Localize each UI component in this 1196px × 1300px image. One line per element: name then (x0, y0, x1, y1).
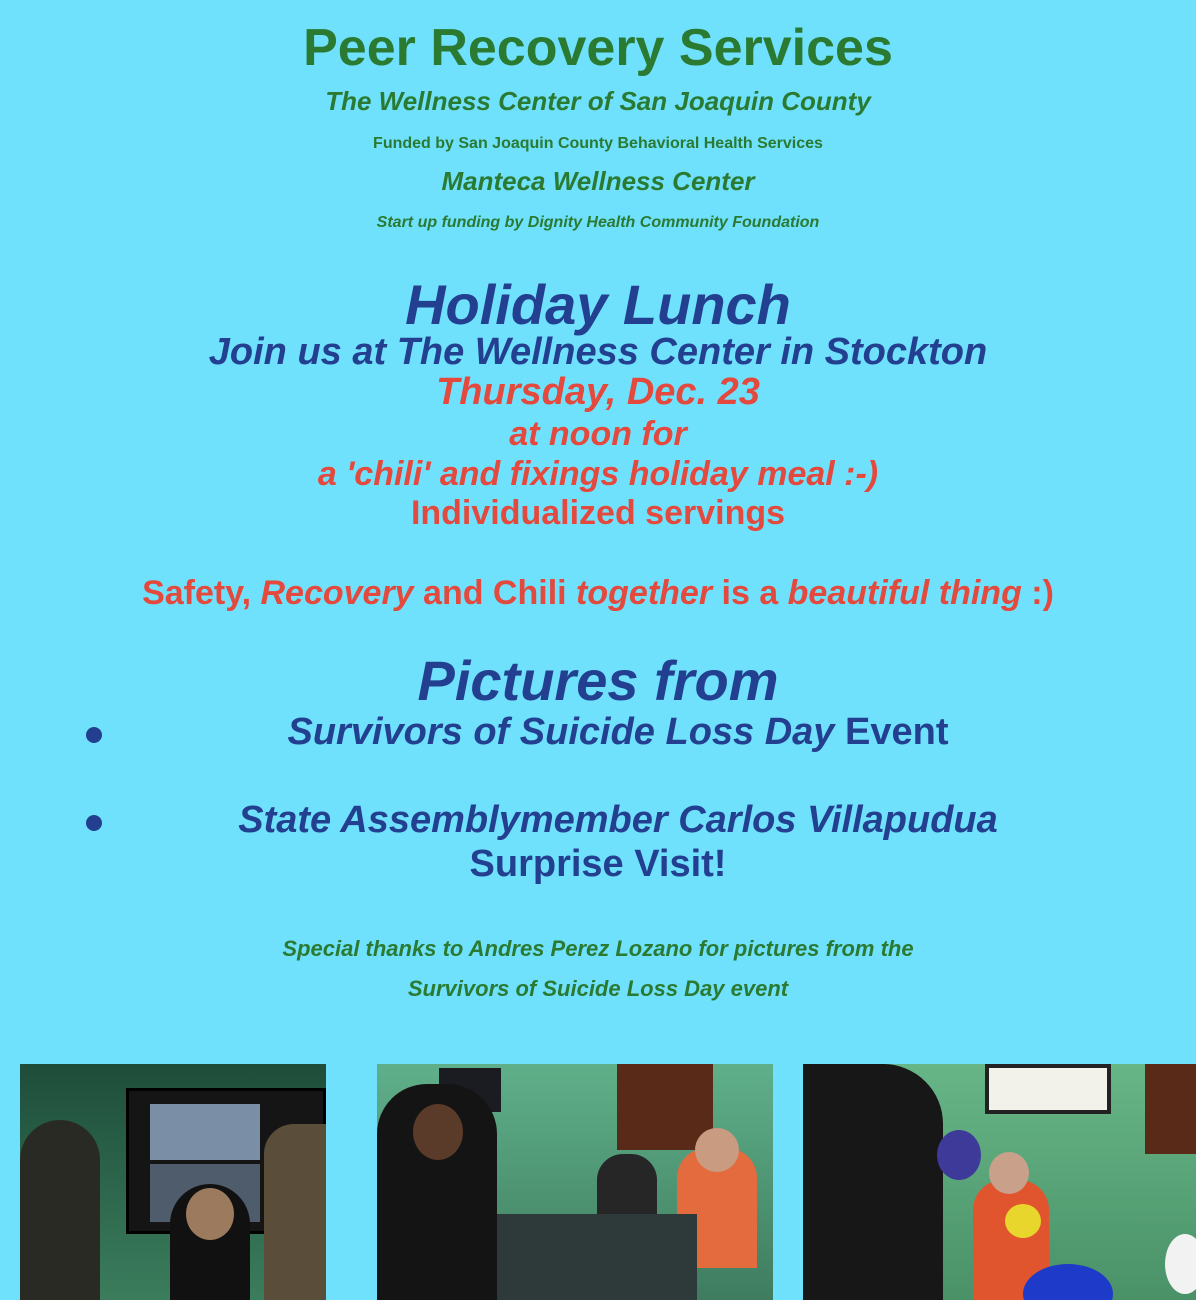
balloon-image (1005, 1204, 1041, 1238)
tagline-part: is a (712, 574, 788, 612)
event-meal: a 'chili' and fixings holiday meal :-) (317, 455, 879, 493)
event-location: Join us at The Wellness Center in Stockton (208, 331, 988, 373)
chairs-image (497, 1214, 697, 1300)
event-photo[interactable] (377, 1064, 773, 1300)
event-heading: Holiday Lunch (405, 273, 791, 336)
event-time: at noon for (509, 415, 687, 453)
person-image (803, 1064, 943, 1300)
tagline-part: together (576, 574, 713, 612)
page-subtitle: The Wellness Center of San Joaquin County (325, 86, 871, 116)
speaker-face-image (186, 1188, 234, 1240)
window-blinds-image (1145, 1064, 1196, 1154)
photo-credit: Survivors of Suicide Loss Day event (407, 976, 789, 1001)
manteca-heading: Manteca Wellness Center (441, 166, 755, 196)
person-silhouette-image (264, 1124, 326, 1300)
pictures-list-item: State Assemblymember Carlos Villapudua (238, 799, 998, 841)
video-call-tile-image (150, 1104, 260, 1160)
tagline-part: Safety, (142, 574, 261, 612)
list-item-text: Event (834, 711, 949, 753)
list-item-italic: Survivors of Suicide Loss Day (287, 711, 835, 753)
tagline-part: Recovery (260, 574, 414, 612)
balloon-image (937, 1130, 981, 1180)
event-photo[interactable] (20, 1064, 326, 1300)
pictures-list-item (40, 711, 1196, 754)
event-date: Thursday, Dec. 23 (436, 371, 760, 413)
event-servings: Individualized servings (410, 494, 786, 532)
pictures-list-item-continued: Surprise Visit! (469, 843, 727, 885)
person-face-image (989, 1152, 1029, 1194)
photo-credit: Special thanks to Andres Perez Lozano for pictures from the (282, 936, 914, 961)
startup-funding-note: Start up funding by Dignity Health Community Foundation (376, 214, 820, 231)
event-tagline (0, 574, 1196, 613)
tagline-part: :) (1021, 574, 1054, 612)
pictures-heading: Pictures from (417, 649, 779, 712)
tagline-part: and Chili (413, 574, 577, 612)
tagline-part: beautiful thing (787, 574, 1022, 612)
page-title: Peer Recovery Services (303, 19, 893, 77)
person-silhouette-image (20, 1120, 100, 1300)
wall-poster-image (985, 1064, 1111, 1114)
person-face-image (695, 1128, 739, 1172)
event-photo[interactable] (803, 1064, 1196, 1300)
funding-note: Funded by San Joaquin County Behavioral Health Services (373, 135, 823, 152)
person-face-image (413, 1104, 463, 1160)
